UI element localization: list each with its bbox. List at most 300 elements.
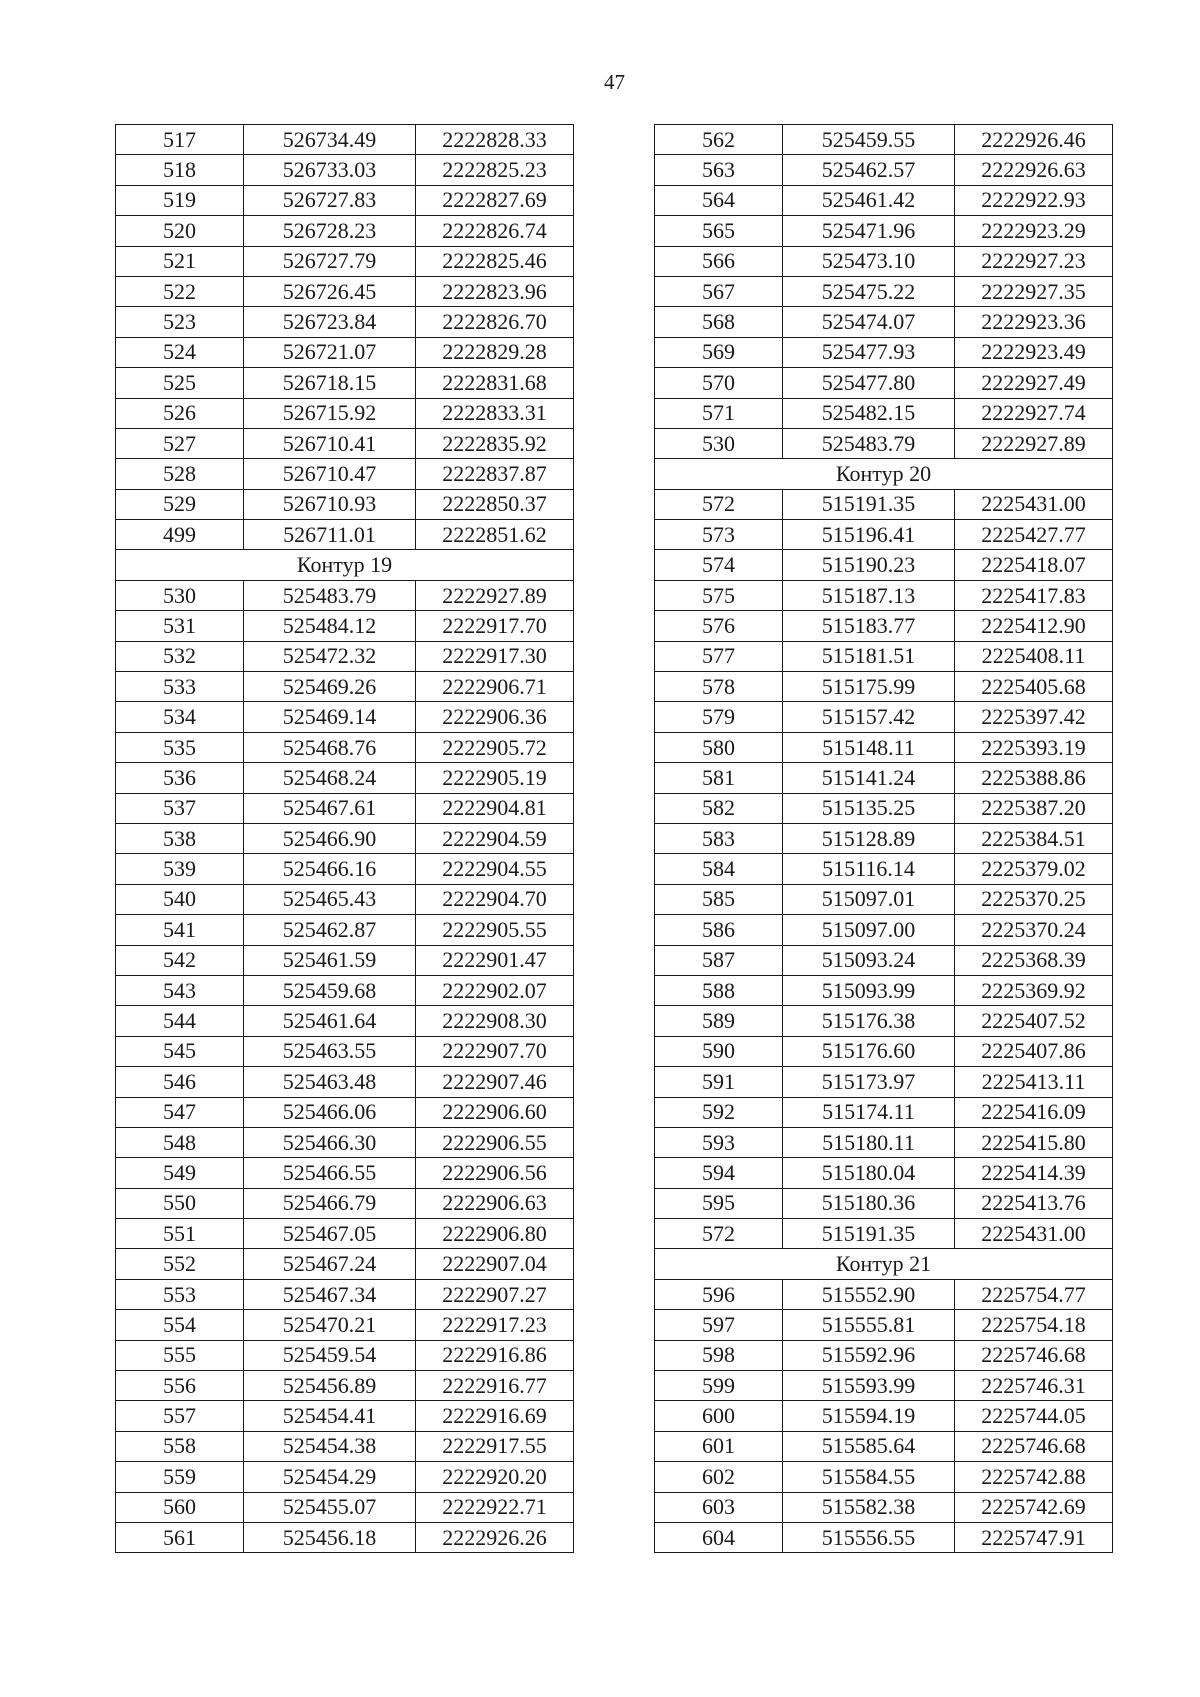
y-coordinate-cell: 2222825.23 — [416, 155, 574, 185]
point-number-cell: 571 — [655, 398, 783, 428]
x-coordinate-cell: 515128.89 — [783, 823, 955, 853]
table-row — [655, 216, 1113, 246]
point-number-cell: 540 — [116, 884, 244, 914]
x-coordinate-cell: 515180.11 — [783, 1127, 955, 1157]
y-coordinate-cell: 2222927.89 — [416, 580, 574, 610]
y-coordinate-cell: 2225408.11 — [955, 641, 1113, 671]
point-number-cell: 597 — [655, 1310, 783, 1340]
y-coordinate-cell: 2222906.60 — [416, 1097, 574, 1127]
point-number-cell: 521 — [116, 246, 244, 276]
x-coordinate-cell: 525469.26 — [244, 672, 416, 702]
y-coordinate-cell: 2222923.49 — [955, 337, 1113, 367]
y-coordinate-cell: 2222916.86 — [416, 1340, 574, 1370]
table-row — [655, 337, 1113, 367]
point-number-cell: 587 — [655, 945, 783, 975]
contour-heading-row — [116, 550, 574, 580]
point-number-cell: 568 — [655, 307, 783, 337]
contour-heading-row — [655, 459, 1113, 489]
x-coordinate-cell: 525465.43 — [244, 884, 416, 914]
x-coordinate-cell: 515585.64 — [783, 1431, 955, 1461]
x-coordinate-cell: 525461.59 — [244, 945, 416, 975]
table-row — [116, 368, 574, 398]
y-coordinate-cell: 2225393.19 — [955, 732, 1113, 762]
table-row — [655, 1310, 1113, 1340]
table-row — [655, 732, 1113, 762]
point-number-cell: 592 — [655, 1097, 783, 1127]
y-coordinate-cell: 2225744.05 — [955, 1401, 1113, 1431]
x-coordinate-cell: 515191.35 — [783, 1219, 955, 1249]
y-coordinate-cell: 2222917.55 — [416, 1431, 574, 1461]
table-row — [116, 307, 574, 337]
x-coordinate-cell: 515191.35 — [783, 489, 955, 519]
x-coordinate-cell: 525477.93 — [783, 337, 955, 367]
table-row — [655, 884, 1113, 914]
table-row — [655, 368, 1113, 398]
table-row — [116, 580, 574, 610]
y-coordinate-cell: 2225407.86 — [955, 1036, 1113, 1066]
y-coordinate-cell: 2222907.46 — [416, 1067, 574, 1097]
table-row — [655, 611, 1113, 641]
y-coordinate-cell: 2222904.55 — [416, 854, 574, 884]
point-number-cell: 552 — [116, 1249, 244, 1279]
x-coordinate-cell: 515173.97 — [783, 1067, 955, 1097]
y-coordinate-cell: 2225384.51 — [955, 823, 1113, 853]
y-coordinate-cell: 2225742.88 — [955, 1462, 1113, 1492]
x-coordinate-cell: 525456.89 — [244, 1371, 416, 1401]
x-coordinate-cell: 526727.83 — [244, 185, 416, 215]
point-number-cell: 532 — [116, 641, 244, 671]
x-coordinate-cell: 515190.23 — [783, 550, 955, 580]
point-number-cell: 557 — [116, 1401, 244, 1431]
point-number-cell: 542 — [116, 945, 244, 975]
table-row — [116, 1492, 574, 1522]
x-coordinate-cell: 525456.18 — [244, 1522, 416, 1552]
table-row — [116, 672, 574, 702]
x-coordinate-cell: 525463.48 — [244, 1067, 416, 1097]
table-row — [655, 975, 1113, 1005]
table-body — [116, 125, 574, 1553]
table-row — [655, 246, 1113, 276]
y-coordinate-cell: 2225416.09 — [955, 1097, 1113, 1127]
y-coordinate-cell: 2222906.80 — [416, 1219, 574, 1249]
y-coordinate-cell: 2222926.26 — [416, 1522, 574, 1552]
point-number-cell: 546 — [116, 1067, 244, 1097]
table-row — [655, 307, 1113, 337]
table-row — [116, 459, 574, 489]
y-coordinate-cell: 2225370.24 — [955, 915, 1113, 945]
point-number-cell: 534 — [116, 702, 244, 732]
x-coordinate-cell: 525467.61 — [244, 793, 416, 823]
point-number-cell: 579 — [655, 702, 783, 732]
table-row — [655, 793, 1113, 823]
table-row — [655, 854, 1113, 884]
table-row — [116, 884, 574, 914]
y-coordinate-cell: 2222922.93 — [955, 185, 1113, 215]
point-number-cell: 561 — [116, 1522, 244, 1552]
y-coordinate-cell: 2225742.69 — [955, 1492, 1113, 1522]
point-number-cell: 577 — [655, 641, 783, 671]
point-number-cell: 526 — [116, 398, 244, 428]
x-coordinate-cell: 515555.81 — [783, 1310, 955, 1340]
x-coordinate-cell: 515176.60 — [783, 1036, 955, 1066]
x-coordinate-cell: 525461.42 — [783, 185, 955, 215]
table-row — [116, 155, 574, 185]
table-row — [116, 1158, 574, 1188]
point-number-cell: 550 — [116, 1188, 244, 1218]
y-coordinate-cell: 2222926.46 — [955, 125, 1113, 155]
y-coordinate-cell: 2225397.42 — [955, 702, 1113, 732]
point-number-cell: 529 — [116, 489, 244, 519]
point-number-cell: 563 — [655, 155, 783, 185]
table-row — [655, 520, 1113, 550]
point-number-cell: 531 — [116, 611, 244, 641]
point-number-cell: 567 — [655, 276, 783, 306]
point-number-cell: 522 — [116, 276, 244, 306]
y-coordinate-cell: 2222907.04 — [416, 1249, 574, 1279]
table-body — [655, 125, 1113, 1553]
point-number-cell: 527 — [116, 428, 244, 458]
table-row — [116, 125, 574, 155]
x-coordinate-cell: 525462.57 — [783, 155, 955, 185]
point-number-cell: 556 — [116, 1371, 244, 1401]
point-number-cell: 523 — [116, 307, 244, 337]
table-row — [655, 1219, 1113, 1249]
table-row — [116, 1006, 574, 1036]
point-number-cell: 549 — [116, 1158, 244, 1188]
x-coordinate-cell: 525466.55 — [244, 1158, 416, 1188]
y-coordinate-cell: 2222905.19 — [416, 763, 574, 793]
x-coordinate-cell: 515556.55 — [783, 1522, 955, 1552]
y-coordinate-cell: 2222926.63 — [955, 155, 1113, 185]
point-number-cell: 518 — [116, 155, 244, 185]
table-row — [116, 915, 574, 945]
table-row — [116, 1401, 574, 1431]
x-coordinate-cell: 515175.99 — [783, 672, 955, 702]
y-coordinate-cell: 2222927.89 — [955, 428, 1113, 458]
x-coordinate-cell: 525461.64 — [244, 1006, 416, 1036]
y-coordinate-cell: 2222850.37 — [416, 489, 574, 519]
y-coordinate-cell: 2222927.49 — [955, 368, 1113, 398]
x-coordinate-cell: 515135.25 — [783, 793, 955, 823]
point-number-cell: 525 — [116, 368, 244, 398]
table-row — [655, 1340, 1113, 1370]
table-row — [116, 185, 574, 215]
x-coordinate-cell: 525467.05 — [244, 1219, 416, 1249]
y-coordinate-cell: 2225415.80 — [955, 1127, 1113, 1157]
x-coordinate-cell: 525474.07 — [783, 307, 955, 337]
table-row — [655, 945, 1113, 975]
table-row — [116, 763, 574, 793]
x-coordinate-cell: 525469.14 — [244, 702, 416, 732]
point-number-cell: 560 — [116, 1492, 244, 1522]
table-row — [655, 1371, 1113, 1401]
x-coordinate-cell: 515196.41 — [783, 520, 955, 550]
x-coordinate-cell: 515593.99 — [783, 1371, 955, 1401]
point-number-cell: 598 — [655, 1340, 783, 1370]
table-row — [655, 1522, 1113, 1552]
table-row — [116, 823, 574, 853]
table-row — [116, 246, 574, 276]
table-row — [655, 1097, 1113, 1127]
x-coordinate-cell: 526727.79 — [244, 246, 416, 276]
x-coordinate-cell: 525468.24 — [244, 763, 416, 793]
y-coordinate-cell: 2222902.07 — [416, 975, 574, 1005]
y-coordinate-cell: 2222826.74 — [416, 216, 574, 246]
x-coordinate-cell: 525475.22 — [783, 276, 955, 306]
table-row — [655, 580, 1113, 610]
y-coordinate-cell: 2222916.77 — [416, 1371, 574, 1401]
x-coordinate-cell: 526728.23 — [244, 216, 416, 246]
y-coordinate-cell: 2222908.30 — [416, 1006, 574, 1036]
x-coordinate-cell: 526723.84 — [244, 307, 416, 337]
y-coordinate-cell: 2222927.23 — [955, 246, 1113, 276]
y-coordinate-cell: 2225369.92 — [955, 975, 1113, 1005]
point-number-cell: 573 — [655, 520, 783, 550]
y-coordinate-cell: 2222905.55 — [416, 915, 574, 945]
table-row — [655, 185, 1113, 215]
table-row — [116, 1340, 574, 1370]
x-coordinate-cell: 525466.79 — [244, 1188, 416, 1218]
point-number-cell: 578 — [655, 672, 783, 702]
y-coordinate-cell: 2222833.31 — [416, 398, 574, 428]
y-coordinate-cell: 2225417.83 — [955, 580, 1113, 610]
table-row — [116, 1310, 574, 1340]
y-coordinate-cell: 2222905.72 — [416, 732, 574, 762]
y-coordinate-cell: 2222851.62 — [416, 520, 574, 550]
y-coordinate-cell: 2222904.81 — [416, 793, 574, 823]
table-row — [655, 763, 1113, 793]
table-row — [116, 1522, 574, 1552]
x-coordinate-cell: 525468.76 — [244, 732, 416, 762]
table-row — [655, 1036, 1113, 1066]
table-row — [116, 1371, 574, 1401]
x-coordinate-cell: 515187.13 — [783, 580, 955, 610]
y-coordinate-cell: 2222923.36 — [955, 307, 1113, 337]
x-coordinate-cell: 515594.19 — [783, 1401, 955, 1431]
x-coordinate-cell: 526726.45 — [244, 276, 416, 306]
y-coordinate-cell: 2225405.68 — [955, 672, 1113, 702]
x-coordinate-cell: 515097.00 — [783, 915, 955, 945]
point-number-cell: 545 — [116, 1036, 244, 1066]
y-coordinate-cell: 2225379.02 — [955, 854, 1113, 884]
page-number: 47 — [604, 70, 625, 94]
point-number-cell: 528 — [116, 459, 244, 489]
y-coordinate-cell: 2225368.39 — [955, 945, 1113, 975]
point-number-cell: 554 — [116, 1310, 244, 1340]
point-number-cell: 574 — [655, 550, 783, 580]
table-row — [655, 398, 1113, 428]
y-coordinate-cell: 2222835.92 — [416, 428, 574, 458]
point-number-cell: 580 — [655, 732, 783, 762]
x-coordinate-cell: 515181.51 — [783, 641, 955, 671]
table-row — [655, 915, 1113, 945]
table-row — [655, 1401, 1113, 1431]
point-number-cell: 547 — [116, 1097, 244, 1127]
table-row — [655, 641, 1113, 671]
point-number-cell: 517 — [116, 125, 244, 155]
table-row — [116, 520, 574, 550]
table-row — [116, 702, 574, 732]
y-coordinate-cell: 2225387.20 — [955, 793, 1113, 823]
point-number-cell: 604 — [655, 1522, 783, 1552]
table-row — [116, 854, 574, 884]
point-number-cell: 551 — [116, 1219, 244, 1249]
point-number-cell: 539 — [116, 854, 244, 884]
point-number-cell: 535 — [116, 732, 244, 762]
y-coordinate-cell: 2225754.77 — [955, 1279, 1113, 1309]
x-coordinate-cell: 515148.11 — [783, 732, 955, 762]
point-number-cell: 575 — [655, 580, 783, 610]
table-row — [116, 1036, 574, 1066]
table-row — [116, 945, 574, 975]
table-row — [655, 1462, 1113, 1492]
x-coordinate-cell: 525466.90 — [244, 823, 416, 853]
table-row — [655, 1127, 1113, 1157]
table-row — [116, 793, 574, 823]
table-row — [655, 550, 1113, 580]
y-coordinate-cell: 2225413.76 — [955, 1188, 1113, 1218]
point-number-cell: 519 — [116, 185, 244, 215]
point-number-cell: 590 — [655, 1036, 783, 1066]
y-coordinate-cell: 2222917.30 — [416, 641, 574, 671]
point-number-cell: 541 — [116, 915, 244, 945]
point-number-cell: 596 — [655, 1279, 783, 1309]
point-number-cell: 537 — [116, 793, 244, 823]
point-number-cell: 562 — [655, 125, 783, 155]
table-row — [655, 823, 1113, 853]
x-coordinate-cell: 526733.03 — [244, 155, 416, 185]
y-coordinate-cell: 2222831.68 — [416, 368, 574, 398]
point-number-cell: 576 — [655, 611, 783, 641]
y-coordinate-cell: 2225746.31 — [955, 1371, 1113, 1401]
x-coordinate-cell: 515582.38 — [783, 1492, 955, 1522]
x-coordinate-cell: 525473.10 — [783, 246, 955, 276]
point-number-cell: 593 — [655, 1127, 783, 1157]
contour-heading: Контур 21 — [655, 1249, 1113, 1279]
x-coordinate-cell: 525454.41 — [244, 1401, 416, 1431]
point-number-cell: 558 — [116, 1431, 244, 1461]
y-coordinate-cell: 2225407.52 — [955, 1006, 1113, 1036]
x-coordinate-cell: 525454.29 — [244, 1462, 416, 1492]
x-coordinate-cell: 525455.07 — [244, 1492, 416, 1522]
point-number-cell: 600 — [655, 1401, 783, 1431]
point-number-cell: 581 — [655, 763, 783, 793]
table-row — [116, 975, 574, 1005]
y-coordinate-cell: 2222906.71 — [416, 672, 574, 702]
table-row — [116, 1067, 574, 1097]
point-number-cell: 559 — [116, 1462, 244, 1492]
point-number-cell: 530 — [655, 428, 783, 458]
x-coordinate-cell: 515116.14 — [783, 854, 955, 884]
table-row — [116, 1219, 574, 1249]
x-coordinate-cell: 526718.15 — [244, 368, 416, 398]
x-coordinate-cell: 525466.16 — [244, 854, 416, 884]
y-coordinate-cell: 2225431.00 — [955, 489, 1113, 519]
table-row — [655, 1279, 1113, 1309]
table-row — [655, 1431, 1113, 1461]
point-number-cell: 603 — [655, 1492, 783, 1522]
point-number-cell: 555 — [116, 1340, 244, 1370]
point-number-cell: 565 — [655, 216, 783, 246]
y-coordinate-cell: 2225370.25 — [955, 884, 1113, 914]
y-coordinate-cell: 2225412.90 — [955, 611, 1113, 641]
y-coordinate-cell: 2225414.39 — [955, 1158, 1113, 1188]
x-coordinate-cell: 525466.06 — [244, 1097, 416, 1127]
point-number-cell: 520 — [116, 216, 244, 246]
point-number-cell: 533 — [116, 672, 244, 702]
table-row — [655, 155, 1113, 185]
point-number-cell: 602 — [655, 1462, 783, 1492]
x-coordinate-cell: 515592.96 — [783, 1340, 955, 1370]
x-coordinate-cell: 525467.24 — [244, 1249, 416, 1279]
table-row — [655, 672, 1113, 702]
point-number-cell: 536 — [116, 763, 244, 793]
x-coordinate-cell: 525459.55 — [783, 125, 955, 155]
table-row — [655, 1188, 1113, 1218]
y-coordinate-cell: 2225413.11 — [955, 1067, 1113, 1097]
y-coordinate-cell: 2222837.87 — [416, 459, 574, 489]
y-coordinate-cell: 2222904.70 — [416, 884, 574, 914]
x-coordinate-cell: 525483.79 — [783, 428, 955, 458]
y-coordinate-cell: 2222826.70 — [416, 307, 574, 337]
y-coordinate-cell: 2222906.56 — [416, 1158, 574, 1188]
y-coordinate-cell: 2222922.71 — [416, 1492, 574, 1522]
x-coordinate-cell: 525472.32 — [244, 641, 416, 671]
x-coordinate-cell: 525454.38 — [244, 1431, 416, 1461]
table-row — [655, 1067, 1113, 1097]
y-coordinate-cell: 2222829.28 — [416, 337, 574, 367]
point-number-cell: 569 — [655, 337, 783, 367]
table-row — [116, 428, 574, 458]
y-coordinate-cell: 2222916.69 — [416, 1401, 574, 1431]
x-coordinate-cell: 525459.68 — [244, 975, 416, 1005]
y-coordinate-cell: 2225431.00 — [955, 1219, 1113, 1249]
point-number-cell: 582 — [655, 793, 783, 823]
table-row — [655, 489, 1113, 519]
y-coordinate-cell: 2225388.86 — [955, 763, 1113, 793]
point-number-cell: 589 — [655, 1006, 783, 1036]
y-coordinate-cell: 2225754.18 — [955, 1310, 1113, 1340]
x-coordinate-cell: 515097.01 — [783, 884, 955, 914]
table-row — [116, 216, 574, 246]
x-coordinate-cell: 515093.99 — [783, 975, 955, 1005]
point-number-cell: 566 — [655, 246, 783, 276]
x-coordinate-cell: 525466.30 — [244, 1127, 416, 1157]
y-coordinate-cell: 2222927.74 — [955, 398, 1113, 428]
x-coordinate-cell: 526721.07 — [244, 337, 416, 367]
x-coordinate-cell: 525467.34 — [244, 1279, 416, 1309]
x-coordinate-cell: 526710.47 — [244, 459, 416, 489]
y-coordinate-cell: 2222923.29 — [955, 216, 1113, 246]
table-row — [116, 337, 574, 367]
y-coordinate-cell: 2222827.69 — [416, 185, 574, 215]
table-row — [116, 1188, 574, 1218]
x-coordinate-cell: 525482.15 — [783, 398, 955, 428]
table-row — [655, 428, 1113, 458]
y-coordinate-cell: 2222917.23 — [416, 1310, 574, 1340]
table-row — [655, 702, 1113, 732]
point-number-cell: 572 — [655, 1219, 783, 1249]
table-row — [655, 1492, 1113, 1522]
x-coordinate-cell: 515176.38 — [783, 1006, 955, 1036]
contour-heading: Контур 19 — [116, 550, 574, 580]
y-coordinate-cell: 2225427.77 — [955, 520, 1113, 550]
y-coordinate-cell: 2222825.46 — [416, 246, 574, 276]
y-coordinate-cell: 2222906.55 — [416, 1127, 574, 1157]
x-coordinate-cell: 515174.11 — [783, 1097, 955, 1127]
x-coordinate-cell: 515141.24 — [783, 763, 955, 793]
x-coordinate-cell: 526734.49 — [244, 125, 416, 155]
